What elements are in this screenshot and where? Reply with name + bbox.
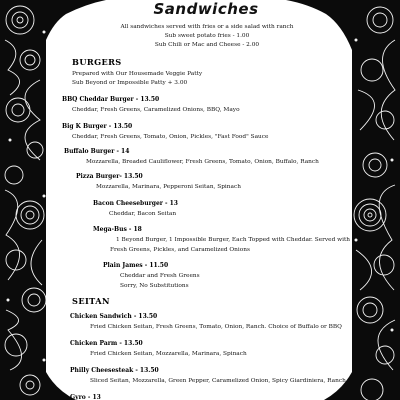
menu-item-description: Sorry, No Substitutions <box>120 283 189 289</box>
menu-item-name: Chicken Parm - 13.50 <box>70 340 143 347</box>
intro-line: Sub sweet potato fries - 1.00 <box>164 33 250 40</box>
menu-item-description: Cheddar, Fresh Greens, Caramelized Onions, BBQ, Mayo <box>72 107 240 113</box>
intro-notes <box>82 23 332 51</box>
menu-item-description: Cheddar and Fresh Greens <box>120 273 200 279</box>
menu-item-name: Mega-Bus - 18 <box>93 226 142 233</box>
burgers-note: Sub Beyond or Impossible Patty + 3.00 <box>72 80 188 86</box>
menu-item-name: Pizza Burger- 13.50 <box>76 173 143 180</box>
intro-line: Sub Chili or Mac and Cheese - 2.00 <box>154 42 260 49</box>
menu-item-name: Big K Burger - 13.50 <box>62 123 133 130</box>
menu-item-name: Philly Cheesesteak - 13.50 <box>70 367 159 374</box>
menu-item-description: Fresh Greens, Pickles, and Caramelized Onions <box>110 247 250 253</box>
section-heading-burgers: BURGERS <box>72 57 122 67</box>
burgers-note: Prepared with Our Housemade Veggie Patty <box>72 71 203 77</box>
menu-item-name: Plain James - 11.50 <box>103 262 169 269</box>
menu-item-description: Sliced Seitan, Mozzarella, Green Pepper, Caramelized Onion, Spicy Giardiniera, Ranch <box>90 378 346 384</box>
menu-item-description: Cheddar, Fresh Greens, Tomato, Onion, Pickles, "Fast Food" Sauce <box>72 134 269 140</box>
section-heading-seitan: SEITAN <box>72 296 110 306</box>
page-title: Sandwiches <box>153 0 259 18</box>
menu-item-name: Bacon Cheeseburger - 13 <box>93 200 178 207</box>
menu-item-description: 1 Beyond Burger, 1 Impossible Burger, Each Topped with Cheddar. Served with <box>116 237 351 243</box>
intro-line: All sandwiches served with fries or a side salad with ranch <box>120 24 294 30</box>
menu-item-name: Gyro - 13 <box>70 394 101 400</box>
menu-item-name: BBQ Cheddar Burger - 13.50 <box>62 96 160 103</box>
menu-panel <box>46 0 352 400</box>
menu-item-name: Buffalo Burger - 14 <box>64 148 130 155</box>
menu-item-description: Cheddar, Bacon Seitan <box>109 211 177 217</box>
menu-item-description: Fried Chicken Seitan, Mozzarella, Marinara, Spinach <box>90 351 247 357</box>
menu-item-description: Fried Chicken Seitan, Fresh Greens, Tomato, Onion, Ranch. Choice of Buffalo or BBQ <box>90 324 342 330</box>
menu-item-description: Mozzarella, Breaded Cauliflower, Fresh Greens, Tomato, Onion, Buffalo, Ranch <box>86 159 319 165</box>
menu-item-name: Chicken Sandwich - 13.50 <box>70 313 158 320</box>
menu-item-description: Mozzarella, Marinara, Pepperoni Seitan, Spinach <box>96 184 241 190</box>
